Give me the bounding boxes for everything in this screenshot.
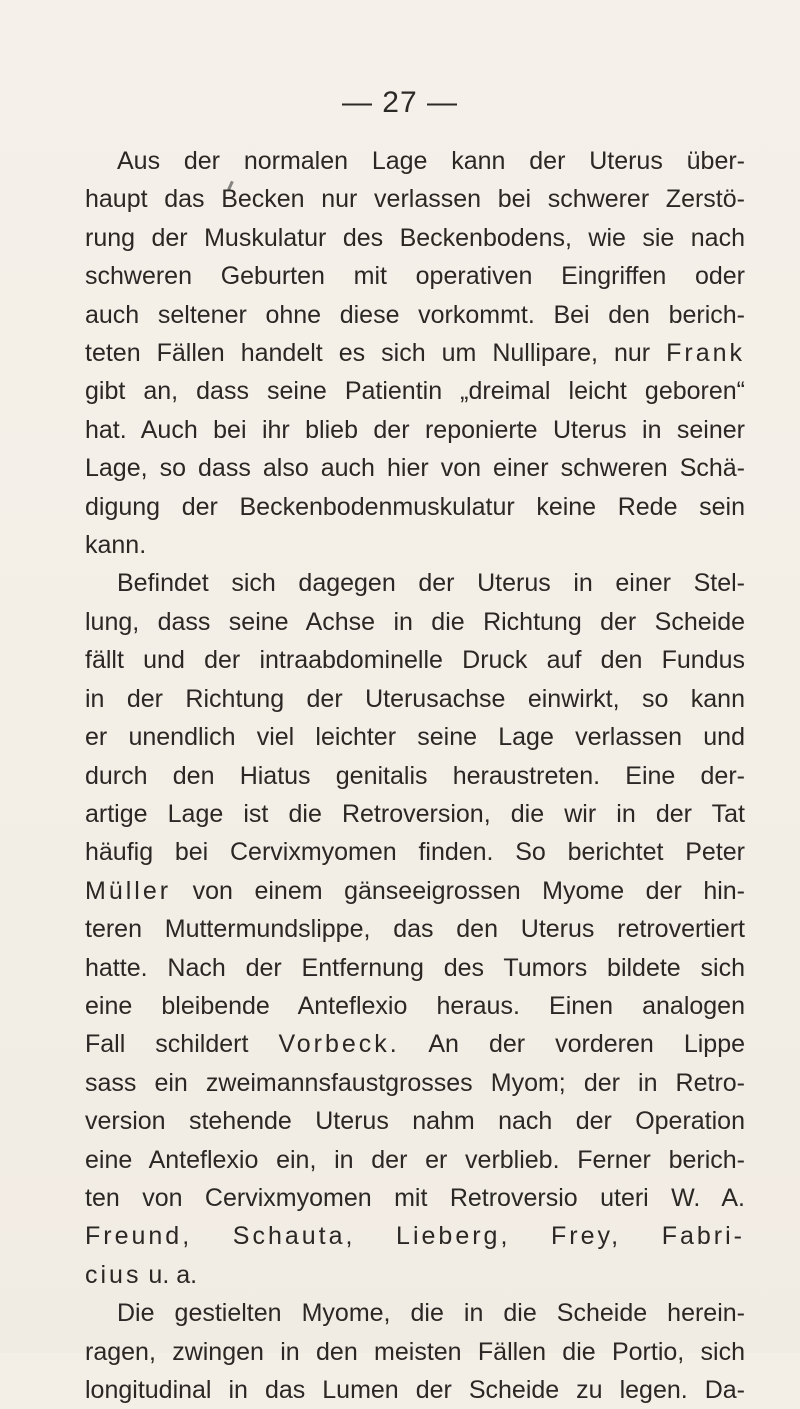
text-line: sass ein zweimannsfaustgrosses Myom; der in Retro-	[85, 1068, 745, 1097]
text-line: rung der Muskulatur des Beckenbodens, wie sie nach	[85, 223, 745, 252]
text-line	[85, 872, 745, 910]
text-segment: Fall schildert	[85, 1030, 249, 1059]
text-line: er unendlich viel leichter seine Lage verlassen und	[85, 723, 745, 752]
text-line: version stehende Uterus nahm nach der Operation	[85, 1107, 745, 1136]
text-line	[85, 1256, 745, 1294]
text-line: haupt das Becken nur verlassen bei schwerer Zerstö-	[85, 185, 745, 214]
author-name: Vorbeck.	[278, 1030, 400, 1059]
text-line: eine bleibende Anteflexio heraus. Einen analogen	[85, 991, 745, 1020]
text-line: lung, dass seine Achse in die Richtung der Scheide	[85, 607, 745, 636]
text-segment: An der vorderen Lippe	[428, 1030, 745, 1059]
text-line: Befindet sich dagegen der Uterus in einer Stel-	[117, 569, 745, 598]
text-line: schweren Geburten mit operativen Eingriffen oder	[85, 262, 745, 291]
text-line: häufig bei Cervixmyomen finden. So berichtet Peter	[85, 838, 745, 867]
text-segment: von einem gänseeigrossen Myome der hin-	[192, 876, 745, 905]
text-line: hatte. Nach der Entfernung des Tumors bildete sich	[85, 953, 745, 982]
text-line: teren Muttermundslippe, das den Uterus retrovertiert	[85, 915, 745, 944]
author-name: Müller	[85, 876, 172, 905]
text-line: fällt und der intraabdominelle Druck auf den Fundus	[85, 646, 745, 675]
text-line	[85, 1025, 745, 1063]
text-line: Die gestielten Myome, die in die Scheide herein-	[117, 1299, 745, 1328]
text-line: durch den Hiatus genitalis heraustreten. Eine der-	[85, 761, 745, 790]
author-name: cius	[85, 1260, 142, 1289]
text-line: auch seltener ohne diese vorkommt. Bei den berich-	[85, 300, 745, 329]
page-number: — 27 —	[341, 86, 459, 119]
text-segment: u. a.	[148, 1260, 198, 1289]
text-line: kann.	[85, 531, 147, 560]
text-line: gibt an, dass seine Patientin „dreimal leicht geboren“	[85, 377, 745, 406]
text-line: artige Lage ist die Retroversion, die wir in der Tat	[85, 799, 745, 828]
text-line: digung der Beckenbodenmuskulatur keine Rede sein	[85, 492, 745, 521]
body-text	[85, 142, 745, 1409]
text-line: Freund, Schauta, Lieberg, Frey, Fabri-	[85, 1222, 745, 1251]
text-line: eine Anteflexio ein, in der er verblieb. Ferner berich-	[85, 1145, 745, 1174]
text-line: Lage, so dass also auch hier von einer schweren Schä-	[85, 454, 745, 483]
text-line: hat. Auch bei ihr blieb der reponierte Uterus in seiner	[85, 415, 745, 444]
text-line: Aus der normalen Lage kann der Uterus über-	[117, 147, 745, 175]
author-name: Frank	[666, 339, 745, 368]
text-line: in der Richtung der Uterusachse einwirkt, so kann	[85, 684, 745, 713]
text-line: longitudinal in das Lumen der Scheide zu legen. Da-	[85, 1376, 745, 1404]
text-line: ragen, zwingen in den meisten Fällen die Portio, sich	[85, 1337, 745, 1366]
text-line	[85, 334, 745, 372]
text-segment: teten Fällen handelt es sich um Nullipare, nur	[85, 339, 651, 368]
text-line: ten von Cervixmyomen mit Retroversio uteri W. A.	[85, 1183, 745, 1212]
